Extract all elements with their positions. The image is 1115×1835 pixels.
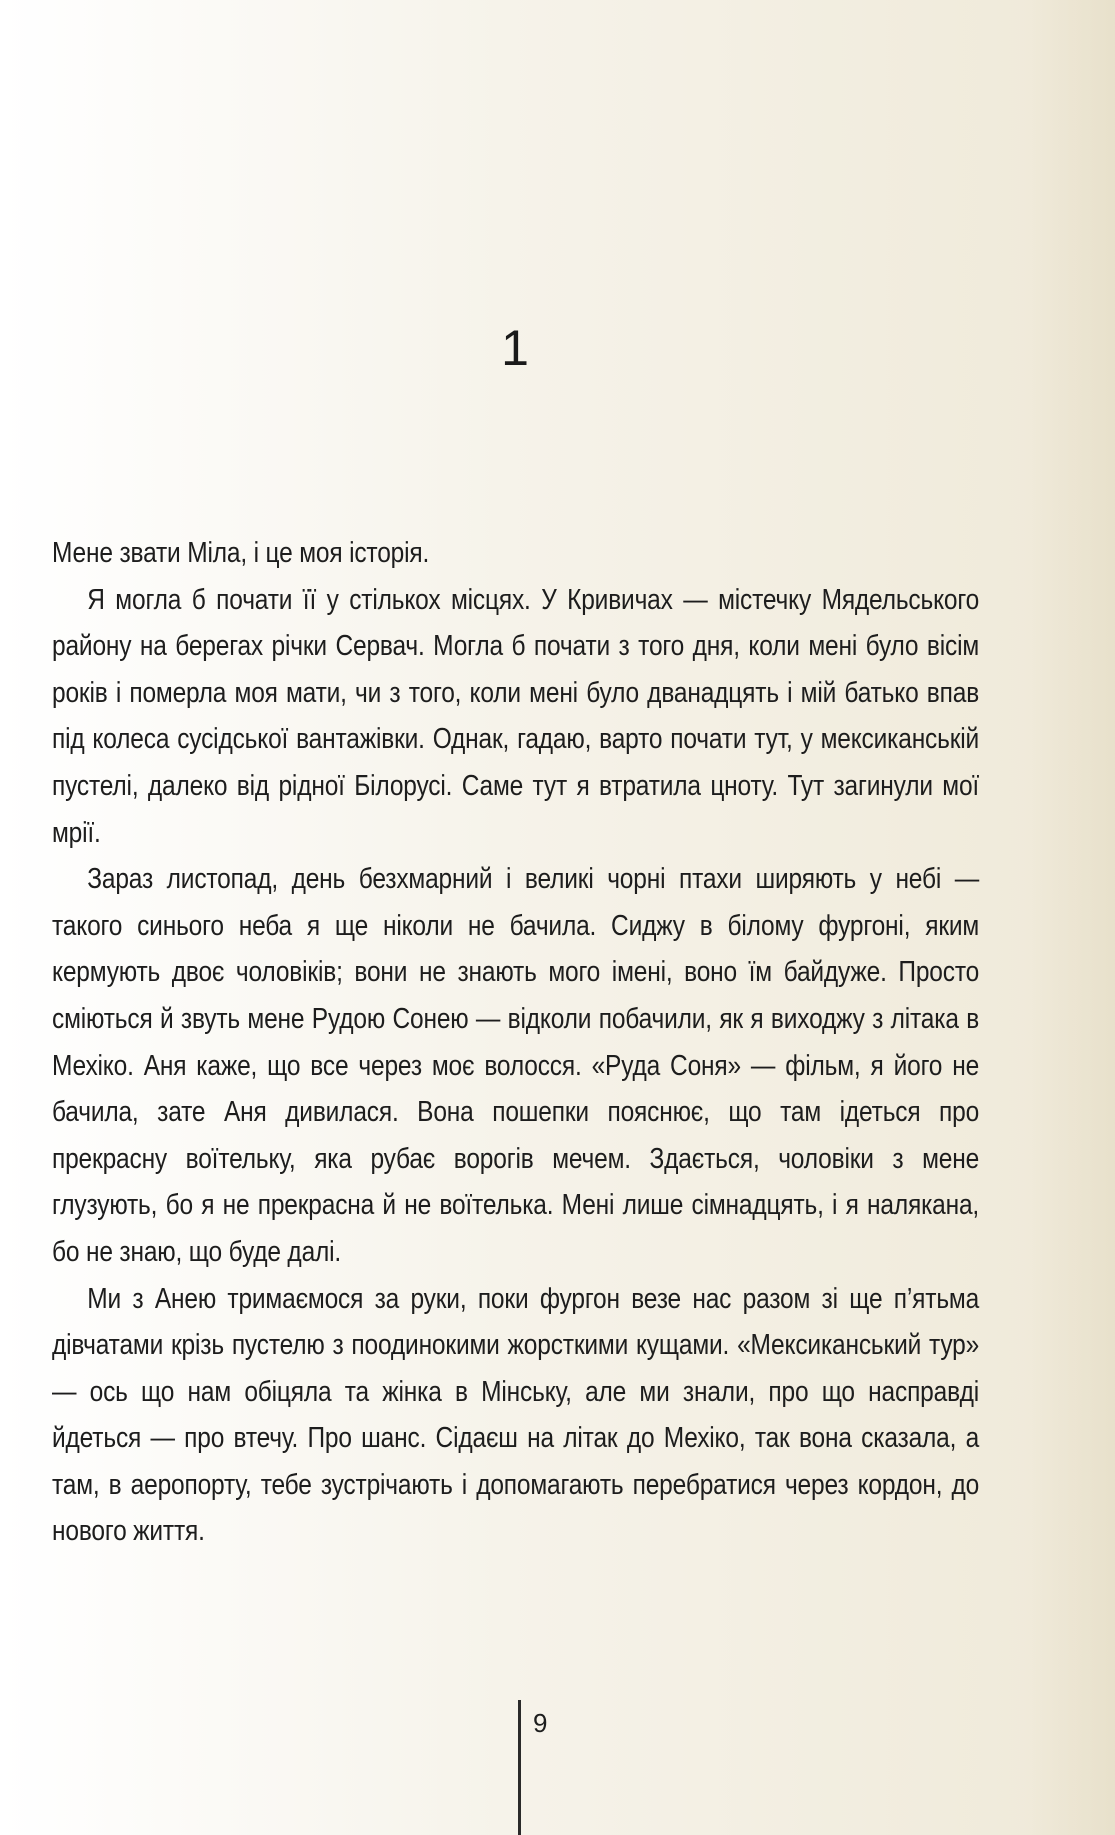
spine-shadow [1025, 0, 1115, 1835]
paragraph-2: Я могла б почати її у стількох місцях. У Кривичах — містечку Мядельського району на берегах річки Сервач. Могла б почати з того дня, коли мені було вісім років і померла моя мати, чи з того, коли мені було дванадцять і мій батько впав під колеса сусідської вантажівки. Однак, гадаю, варто почати тут, у мексиканській пустелі, далеко від рідної Білорусі. Саме тут я втратила цноту. Тут загинули мої мрії. [52, 583, 980, 849]
chapter-text [52, 530, 979, 1555]
page-number: 9 [533, 1708, 548, 1738]
chapter-number: 1 [501, 320, 529, 376]
folio-divider [518, 1700, 521, 1835]
paragraph-1: Мене звати Міла, і це моя історія. [52, 537, 430, 569]
paragraph-3: Зараз листопад, день безхмарний і великі чорні птахи ширяють у небі — такого синього неба я ще ніколи не бачила. Сиджу в білому фургоні, яким кермують двоє чоловіків; вони не знають мого імені, воно їм байдуже. Просто сміються й звуть мене Рудою Сонею — відколи побачили, як я виходжу з літака в Мехіко. Аня каже, що все через моє волосся. «Руда Соня» — фільм, я його не бачила, зате Аня дивилася. Вона пошепки пояснює, що там ідеться про прекрасну воїтельку, яка рубає ворогів мечем. Здається, чоловіки з мене глузують, бо я не прекрасна й не воїтелька. Мені лише сімнадцять, і я налякана, бо не знаю, що буде далі. [52, 863, 980, 1268]
paragraph-4: Ми з Анею тримаємося за руки, поки фургон везе нас разом зі ще п’ятьма дівчатами крізь пустелю з поодинокими жорсткими кущами. «Мексиканський тур» — ось що нам обіцяла та жінка в Мінську, але ми знали, про що насправді йдеться — про втечу. Про шанс. Сідаєш на літак до Мехіко, так вона сказала, а там, в аеропорту, тебе зустрічають і допомагають перебратися через кордон, до нового життя. [52, 1282, 980, 1548]
